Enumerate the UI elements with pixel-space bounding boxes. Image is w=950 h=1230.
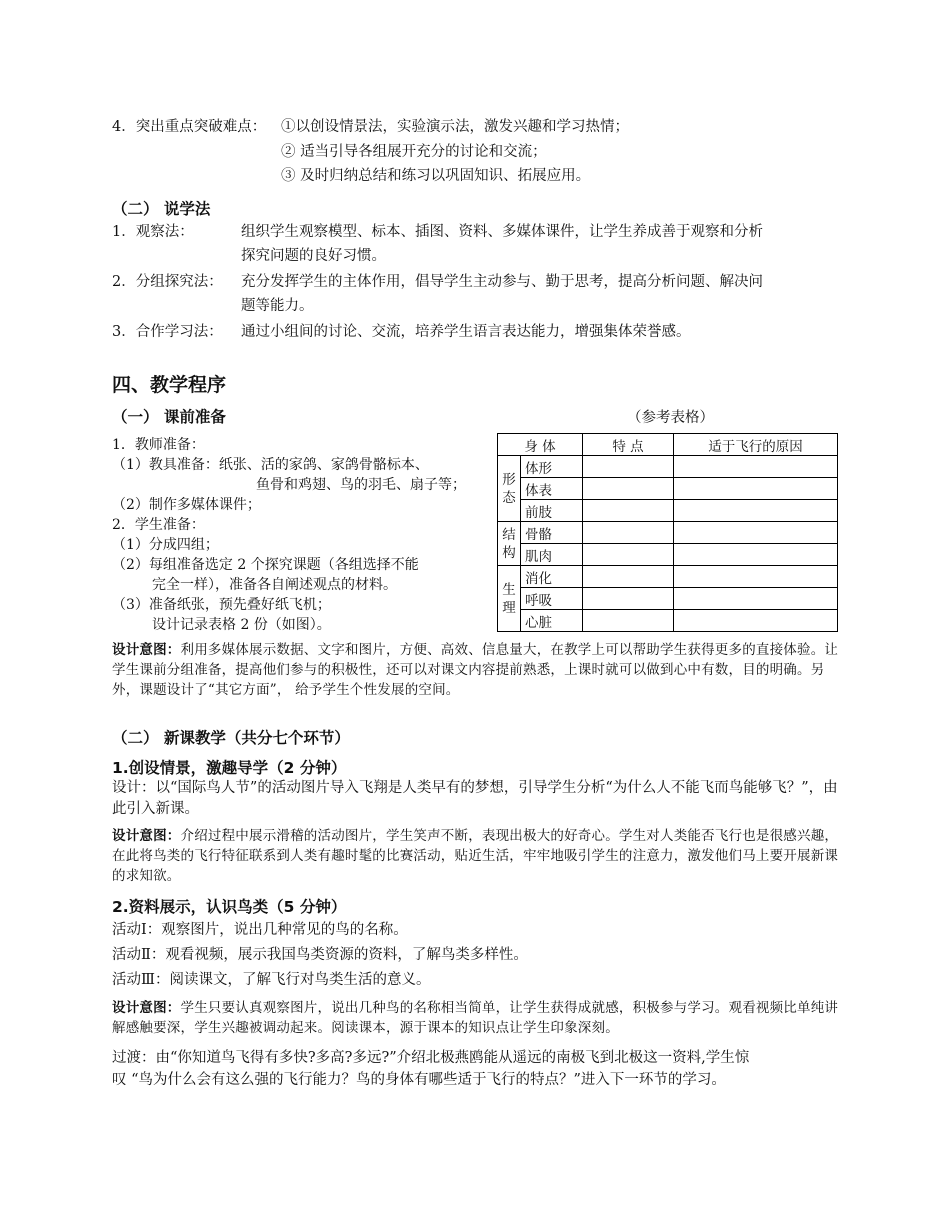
design-intent-1 bbox=[112, 640, 842, 700]
prep-line: 设计记录表格 2 份（如图）。 bbox=[152, 617, 331, 633]
design-intent-text: 学生只要认真观察图片，说出几种鸟的名称相当简单，让学生获得成就感，积极参与学习。观看视频比单纯讲解感触要深，学生兴趣被调动起来。阅读课本，源于课本的知识点让学生印象深刻。 bbox=[112, 1000, 839, 1036]
design-intent-label: 设计意图： bbox=[112, 1000, 181, 1016]
row-label: 肌肉 bbox=[521, 544, 583, 566]
prep-line: 2．学生准备： bbox=[112, 517, 205, 533]
cell-empty bbox=[583, 478, 674, 500]
cell-empty bbox=[583, 500, 674, 522]
prep-line: （1）教具准备：纸张、活的家鸽、家鸽骨骼标本、 bbox=[112, 457, 429, 473]
table-row bbox=[498, 610, 838, 632]
learning-item-3-label: 3．合作学习法： bbox=[112, 324, 223, 340]
design-intent-text: 利用多媒体展示数据、文字和图片，方便、高效、信息量大，在教学上可以帮助学生获得更多的直接体验。让学生课前分组准备，提高他们参与的积极性，还可以对课文内容提前熟悉，上课时就可以做到心中有数，目的明确。另外，课题设计了“其它方面”， 给予学生个性发展的空间。 bbox=[112, 642, 839, 698]
prep-title: （一） 课前准备 bbox=[112, 408, 226, 426]
learning-item-2-label: 2．分组探究法： bbox=[112, 274, 223, 290]
row-label: 呼吸 bbox=[521, 588, 583, 610]
cell-empty bbox=[674, 566, 838, 588]
cell-empty bbox=[674, 610, 838, 632]
transition-line-1: 过渡：由“你知道鸟飞得有多快?多高?多远?”介绍北极燕鸥能从遥远的南极飞到北极这一资料,学生惊 bbox=[112, 1050, 750, 1066]
table-row bbox=[498, 544, 838, 566]
cell-empty bbox=[674, 500, 838, 522]
reference-table bbox=[497, 433, 838, 632]
design-intent-2 bbox=[112, 826, 842, 886]
cell-empty bbox=[583, 566, 674, 588]
transition-line-2: 叹 “鸟为什么会有这么强的飞行能力？鸟的身体有哪些适于飞行的特点？”进入下一环节的学习。 bbox=[112, 1072, 726, 1088]
prep-line: 完全一样），准备各自阐述观点的材料。 bbox=[152, 577, 397, 593]
learning-item-3-line1: 通过小组间的讨论、交流，培养学生语言表达能力，增强集体荣誉感。 bbox=[241, 324, 691, 340]
table-row bbox=[498, 566, 838, 588]
learning-title: （二） 说学法 bbox=[112, 200, 211, 218]
row-label: 心脏 bbox=[521, 610, 583, 632]
activity-2: 活动Ⅱ：观看视频，展示我国鸟类资源的资料，了解鸟类多样性。 bbox=[112, 947, 528, 963]
learning-item-2-line2: 题等能力。 bbox=[241, 298, 314, 314]
cell-empty bbox=[583, 544, 674, 566]
prep-list bbox=[112, 435, 466, 635]
header-reason: 适于飞行的原因 bbox=[674, 434, 838, 456]
table-row bbox=[498, 522, 838, 544]
item4-line-1: ①以创设情景法，实验演示法，激发兴趣和学习热情； bbox=[281, 119, 629, 135]
cell-empty bbox=[583, 588, 674, 610]
row-label: 骨骼 bbox=[521, 522, 583, 544]
group-label: 结构 bbox=[502, 526, 516, 561]
prep-line: （1）分成四组； bbox=[112, 537, 219, 553]
group-structure bbox=[498, 522, 521, 566]
group-morphology bbox=[498, 456, 521, 522]
activity-1: 活动Ⅰ：观察图片，说出几种常见的鸟的名称。 bbox=[112, 922, 408, 938]
group-label: 形态 bbox=[502, 471, 516, 506]
item4-line-3: ③ 及时归纳总结和练习以巩固知识、拓展应用。 bbox=[281, 168, 591, 184]
cell-empty bbox=[674, 478, 838, 500]
design-intent-3 bbox=[112, 998, 842, 1038]
prep-line: 1．教师准备： bbox=[112, 437, 205, 453]
cell-empty bbox=[674, 456, 838, 478]
procedure-title: 四、教学程序 bbox=[112, 374, 227, 396]
table-row bbox=[498, 588, 838, 610]
group-physiology bbox=[498, 566, 521, 632]
table-row bbox=[498, 456, 838, 478]
new-lesson-title: （二） 新课教学（共分七个环节） bbox=[112, 729, 350, 747]
prep-line: 鱼骨和鸡翅、鸟的羽毛、扇子等； bbox=[256, 477, 466, 493]
learning-item-2-line1: 充分发挥学生的主体作用，倡导学生主动参与、勤于思考，提高分析问题、解决问 bbox=[241, 274, 763, 290]
design-intent-label: 设计意图： bbox=[112, 828, 181, 844]
learning-item-1-line2: 探究问题的良好习惯。 bbox=[241, 248, 386, 264]
prep-line: （2）每组准备选定 2 个探究课题（各组选择不能 bbox=[112, 557, 419, 573]
table-row bbox=[498, 478, 838, 500]
cell-empty bbox=[583, 456, 674, 478]
group-label: 生理 bbox=[502, 581, 516, 616]
row-label: 体形 bbox=[521, 456, 583, 478]
design-intent-label: 设计意图： bbox=[112, 642, 181, 658]
row-label: 体表 bbox=[521, 478, 583, 500]
header-body: 身 体 bbox=[498, 434, 583, 456]
cell-empty bbox=[674, 544, 838, 566]
header-feature: 特 点 bbox=[583, 434, 674, 456]
learning-item-1-line1: 组织学生观察模型、标本、插图、资料、多媒体课件，让学生养成善于观察和分析 bbox=[241, 224, 763, 240]
item4-label: 4．突出重点突破难点： bbox=[112, 119, 267, 135]
activity-3: 活动Ⅲ：阅读课文，了解飞行对鸟类生活的意义。 bbox=[112, 972, 431, 988]
prep-line: （3）准备纸张，预先叠好纸飞机； bbox=[112, 597, 331, 613]
item4-line-2: ② 适当引导各组展开充分的讨论和交流； bbox=[281, 144, 547, 160]
step2-title: 2.资料展示，认识鸟类（5 分钟） bbox=[112, 898, 347, 916]
table-header-row bbox=[498, 434, 838, 456]
table-row bbox=[498, 500, 838, 522]
cell-empty bbox=[583, 610, 674, 632]
table-caption: （参考表格） bbox=[627, 410, 714, 426]
row-label: 消化 bbox=[521, 566, 583, 588]
prep-line: （2）制作多媒体课件； bbox=[112, 497, 261, 513]
step1-title: 1.创设情景，激趣导学（2 分钟） bbox=[112, 759, 347, 777]
row-label: 前肢 bbox=[521, 500, 583, 522]
cell-empty bbox=[583, 522, 674, 544]
design-intent-text: 介绍过程中展示滑稽的活动图片，学生笑声不断，表现出极大的好奇心。学生对人类能否飞行也是很感兴趣，在此将鸟类的飞行特征联系到人类有趣时髦的比赛活动，贴近生活，牢牢地吸引学生的注意力，激发他们马上要开展新课的求知欲。 bbox=[112, 828, 839, 884]
cell-empty bbox=[674, 588, 838, 610]
step1-text: 设计：以“国际鸟人节”的活动图片导入飞翔是人类早有的梦想，引导学生分析“为什么人不能飞而鸟能够飞？”，由此引入新课。 bbox=[112, 780, 838, 817]
learning-item-1-label: 1．观察法： bbox=[112, 224, 194, 240]
cell-empty bbox=[674, 522, 838, 544]
